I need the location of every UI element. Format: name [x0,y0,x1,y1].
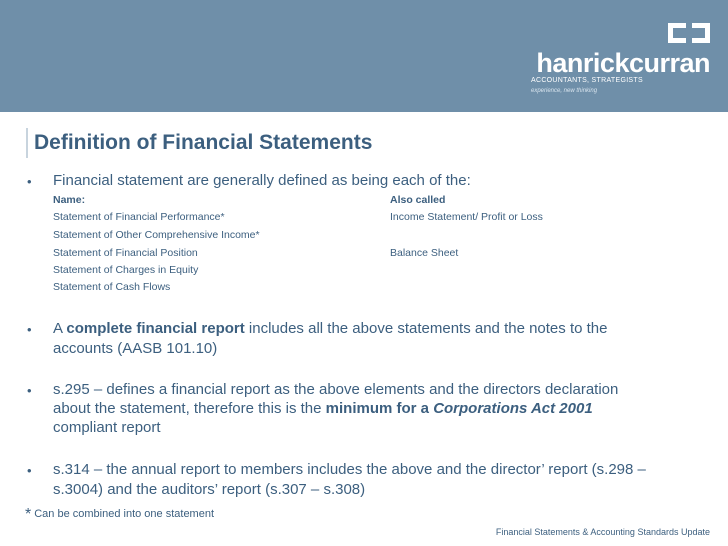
footnote-star: * [25,506,32,523]
title-accent-line [26,128,28,158]
brand-logo-text: hanrickcurran [536,48,710,78]
brand-slogan: experience, new thinking [531,88,598,94]
table-row-also: Balance Sheet [390,247,459,259]
table-row-name: Statement of Charges in Equity [53,264,199,276]
s295-line3: compliant report [53,419,161,436]
bullet-marker: • [27,463,32,478]
footnote-text: Can be combined into one statement [34,508,215,520]
table-header-also-called: Also called [390,194,446,206]
table-row-name: Statement of Financial Performance* [53,211,225,223]
intro-text: Financial statement are generally defined as being each of the: [53,172,471,189]
hanrick-curran-logo-mark-icon [666,21,712,45]
table-row-name: Statement of Cash Flows [53,281,171,293]
table-header-name: Name: [53,194,86,206]
s295-line2: about the statement, therefore this is the minimum for a Corporations Act 2001 [53,400,593,417]
table-row-name: Statement of Other Comprehensive Income* [53,229,260,241]
s314-line2: s.3004) and the auditors’ report (s.307 – s.308) [53,481,366,498]
complete-report-line1: A complete financial report includes all the above statements and the notes to the [53,320,608,337]
brand-tagline: ACCOUNTANTS, STRATEGISTS [531,77,643,84]
complete-report-line2: accounts (AASB 101.10) [53,340,218,357]
table-row-name: Statement of Financial Position [53,247,198,259]
s314-line1: s.314 – the annual report to members includes the above and the director’ report (s.298 – [53,461,646,478]
table-row-also: Income Statement/ Profit or Loss [390,211,543,223]
bullet-marker: • [27,383,32,398]
footnote [25,506,214,524]
bullet-marker: • [27,322,32,337]
slide-title: Definition of Financial Statements [34,131,373,154]
bullet-marker: • [27,174,32,189]
s295-line1: s.295 – defines a financial report as the above elements and the directors declaration [53,381,619,398]
footer-text: Financial Statements & Accounting Standards Update [495,527,710,537]
